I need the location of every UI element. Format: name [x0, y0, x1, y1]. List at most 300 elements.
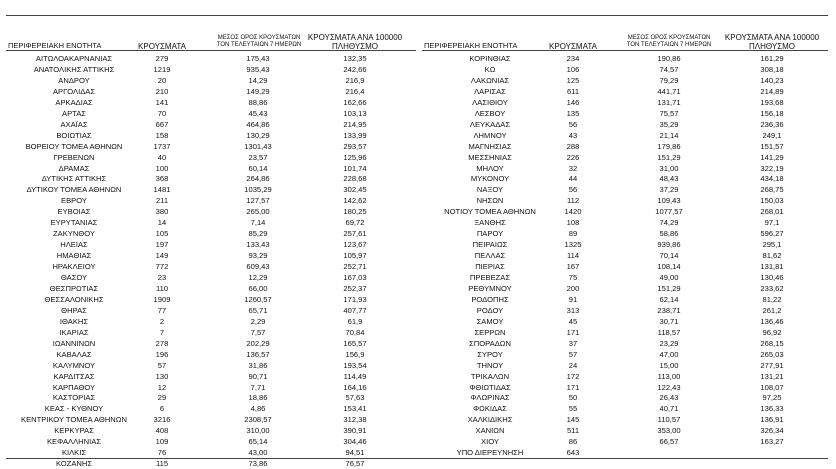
cases-cell: 158 — [155, 130, 169, 140]
table-row — [0, 53, 836, 64]
header-region-right: ΠΕΡΙΦΕΡΕΙΑΚΗ ΕΝΟΤΗΤΑ — [424, 41, 518, 50]
cases-cell: 1481 — [153, 185, 171, 195]
header-per100k-left — [300, 33, 410, 51]
region-cell: ΑΝΑΤΟΛΙΚΗΣ ΑΤΤΙΚΗΣ — [33, 64, 115, 74]
region-cell: ΚΟΖΑΝΗΣ — [55, 459, 93, 469]
region-cell: ΣΕΡΡΩΝ — [474, 327, 506, 337]
table-row — [0, 141, 836, 152]
region-cell: ΣΥΡΟΥ — [477, 349, 503, 359]
cases-cell: 167 — [566, 262, 580, 272]
per100k-cell: 76,57 — [345, 459, 365, 469]
region-cell: ΕΥΒΟΙΑΣ — [57, 207, 91, 217]
per100k-cell: 97,1 — [764, 218, 780, 228]
cases-cell: 7 — [159, 327, 165, 337]
per100k-cell: 302,45 — [343, 185, 367, 195]
cases-cell: 210 — [155, 86, 169, 96]
per100k-cell: 295,1 — [762, 240, 782, 250]
region-cell: ΘΗΡΑΣ — [61, 305, 87, 315]
table-row — [0, 217, 836, 228]
cases-cell: 43 — [568, 130, 578, 140]
avg-cell: 85,29 — [248, 229, 268, 239]
cases-cell: 2 — [159, 316, 165, 326]
per100k-cell: 308,18 — [760, 64, 784, 74]
header-per100k-line2: ΠΛΗΘΥΣΜΟ — [748, 42, 796, 52]
table-row — [0, 403, 836, 414]
per100k-cell: 277,91 — [760, 360, 784, 370]
region-cell: ΛΕΥΚΑΔΑΣ — [469, 119, 511, 129]
per100k-cell: 268,15 — [760, 338, 784, 348]
cases-cell: 1737 — [153, 141, 171, 151]
region-cell: ΙΩΑΝΝΙΝΩΝ — [52, 338, 96, 348]
table-row — [0, 447, 836, 458]
per100k-cell: 140,23 — [760, 75, 784, 85]
per100k-cell: 136,46 — [760, 316, 784, 326]
per100k-cell: 252,71 — [343, 262, 367, 272]
avg-cell: 48,43 — [659, 174, 679, 184]
avg-cell: 90,71 — [248, 371, 268, 381]
header-avg-line1: ΜΕΣΟΣ ΟΡΟΣ ΚΡΟΥΣΜΑΤΩΝ — [627, 35, 711, 41]
cases-cell: 6 — [159, 404, 165, 414]
header-underline-left — [6, 50, 416, 51]
table-row — [0, 458, 836, 469]
avg-cell: 74,57 — [659, 64, 679, 74]
per100k-cell: 312,38 — [343, 415, 367, 425]
region-cell: ΠΙΕΡΙΑΣ — [475, 262, 505, 272]
region-cell: ΒΟΡΕΙΟΥ ΤΟΜΕΑ ΑΘΗΝΩΝ — [25, 141, 123, 151]
cases-cell: 40 — [157, 152, 167, 162]
cases-cell: 200 — [566, 283, 580, 293]
region-cell: ΚΕΦΑΛΛΗΝΙΑΣ — [46, 437, 102, 447]
region-cell: ΚΕΝΤΡΙΚΟΥ ΤΟΜΕΑ ΑΘΗΝΩΝ — [21, 415, 127, 425]
per100k-cell: 125,96 — [343, 152, 367, 162]
per100k-cell: 123,67 — [343, 240, 367, 250]
region-cell: ΥΠΟ ΔΙΕΡΕΥΝΗΣΗ — [456, 448, 524, 458]
cases-cell: 211 — [155, 196, 169, 206]
avg-cell: 60,14 — [248, 163, 268, 173]
table-row — [0, 228, 836, 239]
table-row — [0, 272, 836, 283]
cases-cell: 171 — [566, 327, 580, 337]
region-cell: ΚΑΡΔΙΤΣΑΣ — [53, 371, 95, 381]
region-cell: ΘΕΣΣΑΛΟΝΙΚΗΣ — [44, 294, 104, 304]
table-row — [0, 294, 836, 305]
table-row — [0, 86, 836, 97]
header-per100k-line2: ΠΛΗΘΥΣΜΟ — [331, 42, 379, 52]
header-per100k-line1: ΚΡΟΥΣΜΑΤΑ ΑΝΑ 100000 — [307, 33, 403, 42]
region-cell: ΜΑΓΝΗΣΙΑΣ — [468, 141, 512, 151]
region-cell: ΜΗΛΟΥ — [476, 163, 504, 173]
avg-cell: 75,57 — [659, 108, 679, 118]
table-row — [0, 64, 836, 75]
per100k-cell: 61,9 — [347, 316, 363, 326]
cases-cell: 145 — [566, 415, 580, 425]
per100k-cell: 114,49 — [343, 371, 367, 381]
avg-cell: 74,29 — [659, 218, 679, 228]
per100k-cell: 70,84 — [345, 327, 365, 337]
avg-cell: 441,71 — [657, 86, 681, 96]
cases-cell: 149 — [155, 251, 169, 261]
region-cell: ΛΑΡΙΣΑΣ — [474, 86, 506, 96]
avg-cell: 264,86 — [246, 174, 270, 184]
region-cell: ΛΑΣΙΘΙΟΥ — [472, 97, 508, 107]
per100k-cell: 142,62 — [343, 196, 367, 206]
avg-cell: 1301,43 — [244, 141, 272, 151]
table-row — [0, 206, 836, 217]
per100k-cell: 193,54 — [343, 360, 367, 370]
avg-cell: 79,29 — [659, 75, 679, 85]
cases-cell: 45 — [568, 316, 578, 326]
avg-cell: 179,86 — [657, 141, 681, 151]
avg-cell: 93,29 — [248, 251, 268, 261]
per100k-cell: 131,81 — [760, 262, 784, 272]
cases-cell: 172 — [566, 371, 580, 381]
cases-cell: 643 — [566, 448, 580, 458]
per100k-cell: 133,99 — [343, 130, 367, 140]
avg-cell: 66,57 — [659, 437, 679, 447]
region-cell: ΗΜΑΘΙΑΣ — [56, 251, 92, 261]
per100k-cell: 326,34 — [760, 426, 784, 436]
avg-cell: 31,86 — [248, 360, 268, 370]
avg-cell: 18,86 — [248, 393, 268, 403]
avg-cell: 122,43 — [657, 382, 681, 392]
header-per100k-right — [717, 33, 827, 51]
region-cell: ΙΚΑΡΙΑΣ — [59, 327, 89, 337]
per100k-cell: 156,9 — [345, 349, 365, 359]
header-region-left: ΠΕΡΙΦΕΡΕΙΑΚΗ ΕΝΟΤΗΤΑ — [8, 41, 102, 50]
region-cell: ΙΘΑΚΗΣ — [59, 316, 89, 326]
avg-cell: 26,43 — [659, 393, 679, 403]
per100k-cell: 165,57 — [343, 338, 367, 348]
per100k-cell: 156,18 — [760, 108, 784, 118]
avg-cell: 151,29 — [657, 152, 681, 162]
avg-cell: 15,00 — [659, 360, 679, 370]
cases-cell: 125 — [566, 75, 580, 85]
region-cell: ΤΡΙΚΑΛΩΝ — [470, 371, 510, 381]
cases-cell: 109 — [155, 437, 169, 447]
avg-cell: 65,71 — [248, 305, 268, 315]
per100k-cell: 322,19 — [760, 163, 784, 173]
cases-cell: 146 — [566, 97, 580, 107]
avg-cell: 133,43 — [246, 240, 270, 250]
region-cell: ΡΟΔΟΠΗΣ — [471, 294, 509, 304]
cases-cell: 1420 — [564, 207, 582, 217]
cases-cell: 226 — [566, 152, 580, 162]
region-cell: ΑΙΤΩΛΟΑΚΑΡΝΑΝΙΑΣ — [35, 54, 113, 63]
cases-cell: 1219 — [153, 64, 171, 74]
avg-cell: 190,86 — [657, 54, 681, 63]
per100k-cell: 257,61 — [343, 229, 367, 239]
region-cell: ΠΕΙΡΑΙΩΣ — [472, 240, 508, 250]
region-cell: ΚΙΛΚΙΣ — [61, 448, 87, 458]
header-avg-line2: ΤΟΝ ΤΕΛΕΥΤΑΙΩΝ 7 ΗΜΕΡΩΝ — [216, 41, 302, 48]
avg-cell: 2,29 — [250, 316, 266, 326]
avg-cell: 1035,29 — [244, 185, 272, 195]
region-cell: ΠΑΡΟΥ — [476, 229, 504, 239]
table-row — [0, 130, 836, 141]
cases-cell: 114 — [566, 251, 580, 261]
per100k-cell: 214,95 — [343, 119, 367, 129]
cases-cell: 288 — [566, 141, 580, 151]
cases-cell: 408 — [155, 426, 169, 436]
avg-cell: 175,43 — [246, 54, 270, 63]
cases-cell: 75 — [568, 273, 578, 282]
per100k-cell: 81,22 — [762, 294, 782, 304]
header-avg-right — [614, 35, 724, 49]
per100k-cell: 268,01 — [760, 207, 784, 217]
avg-cell: 7,71 — [250, 382, 266, 392]
per100k-cell: 101,74 — [343, 163, 367, 173]
table-row — [0, 371, 836, 382]
region-cell: ΚΑΒΑΛΑΣ — [56, 349, 92, 359]
cases-cell: 171 — [566, 382, 580, 392]
avg-cell: 23,29 — [659, 338, 679, 348]
avg-cell: 939,86 — [657, 240, 681, 250]
bottom-rule — [6, 458, 828, 459]
region-cell: ΡΟΔΟΥ — [476, 305, 504, 315]
table-row — [0, 184, 836, 195]
region-cell: ΠΕΛΛΑΣ — [474, 251, 506, 261]
per100k-cell: 163,27 — [760, 437, 784, 447]
cases-cell: 667 — [155, 119, 169, 129]
avg-cell: 7,57 — [250, 327, 266, 337]
avg-cell: 310,00 — [246, 426, 270, 436]
per100k-cell: 434,18 — [760, 174, 784, 184]
table-row — [0, 163, 836, 174]
avg-cell: 66,00 — [248, 283, 268, 293]
avg-cell: 127,57 — [246, 196, 270, 206]
cases-cell: 57 — [568, 349, 578, 359]
region-cell: ΚΕΑΣ - ΚΥΘΝΟΥ — [44, 404, 104, 414]
region-cell: ΜΕΣΣΗΝΙΑΣ — [468, 152, 512, 162]
per100k-cell: 216,4 — [345, 86, 365, 96]
region-cell: ΧΑΛΚΙΔΙΚΗΣ — [467, 415, 513, 425]
cases-cell: 108 — [566, 218, 580, 228]
table-row — [0, 327, 836, 338]
avg-cell: 73,86 — [248, 459, 268, 469]
cases-cell: 110 — [155, 283, 169, 293]
region-cell: ΛΗΜΝΟΥ — [473, 130, 507, 140]
region-cell: ΑΡΚΑΔΙΑΣ — [55, 97, 93, 107]
cases-cell: 313 — [566, 305, 580, 315]
per100k-cell: 293,57 — [343, 141, 367, 151]
avg-cell: 265,00 — [246, 207, 270, 217]
avg-cell: 238,71 — [657, 305, 681, 315]
table-row — [0, 239, 836, 250]
avg-cell: 58,86 — [659, 229, 679, 239]
per100k-cell: 228,68 — [343, 174, 367, 184]
avg-cell: 45,43 — [248, 108, 268, 118]
cases-cell: 141 — [155, 97, 169, 107]
region-cell: ΝΗΣΩΝ — [476, 196, 504, 206]
cases-cell: 611 — [566, 86, 580, 96]
per100k-cell: 233,62 — [760, 283, 784, 293]
region-cell: ΧΑΝΙΩΝ — [475, 426, 505, 436]
per100k-cell: 193,68 — [760, 97, 784, 107]
region-cell: ΝΟΤΙΟΥ ΤΟΜΕΑ ΑΘΗΝΩΝ — [444, 207, 536, 217]
avg-cell: 935,43 — [246, 64, 270, 74]
avg-cell: 130,29 — [246, 130, 270, 140]
region-cell: ΞΑΝΘΗΣ — [474, 218, 506, 228]
header-underline-right — [422, 50, 828, 51]
region-cell: ΔΥΤΙΚΗΣ ΑΤΤΙΚΗΣ — [41, 174, 107, 184]
per100k-cell: 268,75 — [760, 185, 784, 195]
region-cell: ΧΙΟΥ — [481, 437, 499, 447]
table-row — [0, 283, 836, 294]
avg-cell: 12,29 — [248, 273, 268, 282]
cases-cell: 55 — [568, 404, 578, 414]
per100k-cell: 161,29 — [760, 54, 784, 63]
avg-cell: 149,29 — [246, 86, 270, 96]
per100k-cell: 252,37 — [343, 283, 367, 293]
cases-cell: 278 — [155, 338, 169, 348]
region-cell: ΘΑΣΟΥ — [60, 273, 88, 282]
table-row — [0, 152, 836, 163]
per100k-cell: 153,41 — [343, 404, 367, 414]
per100k-cell: 596,27 — [760, 229, 784, 239]
region-cell: ΚΕΡΚΥΡΑΣ — [54, 426, 94, 436]
avg-cell: 65,14 — [248, 437, 268, 447]
avg-cell: 40,71 — [659, 404, 679, 414]
avg-cell: 1260,57 — [244, 294, 272, 304]
region-cell: ΕΥΡΥΤΑΝΙΑΣ — [50, 218, 98, 228]
cases-cell: 56 — [568, 185, 578, 195]
region-cell: ΣΑΜΟΥ — [476, 316, 504, 326]
per100k-cell: 265,03 — [760, 349, 784, 359]
avg-cell: 31,00 — [659, 163, 679, 173]
per100k-cell: 390,91 — [343, 426, 367, 436]
table-row — [0, 261, 836, 272]
table-row — [0, 316, 836, 327]
table-row — [0, 119, 836, 130]
table-row — [0, 349, 836, 360]
avg-cell: 609,43 — [246, 262, 270, 272]
avg-cell: 136,57 — [246, 349, 270, 359]
region-cell: ΑΡΤΑΣ — [62, 108, 86, 118]
region-cell: ΚΑΡΠΑΘΟΥ — [52, 382, 96, 392]
header-cases-left: ΚΡΟΥΣΜΑΤΑ — [138, 42, 186, 51]
per100k-cell: 214,89 — [760, 86, 784, 96]
region-cell: ΑΡΓΟΛΙΔΑΣ — [52, 86, 96, 96]
avg-cell: 70,14 — [659, 251, 679, 261]
region-cell: ΚΩ — [484, 64, 496, 74]
region-cell: ΒΟΙΩΤΙΑΣ — [56, 130, 92, 140]
header-per100k-line1: ΚΡΟΥΣΜΑΤΑ ΑΝΑ 100000 — [724, 33, 820, 42]
region-cell: ΕΒΡΟΥ — [61, 196, 87, 206]
cases-cell: 23 — [157, 273, 167, 282]
per100k-cell: 97,25 — [762, 393, 782, 403]
header-avg-line1: ΜΕΣΟΣ ΟΡΟΣ ΚΡΟΥΣΜΑΤΩΝ — [217, 35, 301, 41]
avg-cell: 23,57 — [248, 152, 268, 162]
cases-cell: 234 — [566, 54, 580, 63]
cases-cell: 86 — [568, 437, 578, 447]
region-cell: ΗΛΕΙΑΣ — [60, 240, 88, 250]
per100k-cell: 171,93 — [343, 294, 367, 304]
per100k-cell: 131,21 — [760, 371, 784, 381]
per100k-cell: 407,77 — [343, 305, 367, 315]
cases-cell: 100 — [155, 163, 169, 173]
region-cell: ΝΑΞΟΥ — [476, 185, 504, 195]
per100k-cell: 164,16 — [343, 382, 367, 392]
cases-cell: 57 — [157, 360, 167, 370]
table-row — [0, 195, 836, 206]
top-rule — [6, 15, 828, 16]
cases-cell: 196 — [155, 349, 169, 359]
region-cell: ΦΛΩΡΙΝΑΣ — [470, 393, 510, 403]
region-cell: ΔΡΑΜΑΣ — [58, 163, 90, 173]
per100k-cell: 94,51 — [345, 448, 365, 458]
per100k-cell: 132,35 — [343, 54, 367, 63]
table-row — [0, 305, 836, 316]
cases-cell: 3216 — [153, 415, 171, 425]
cases-cell: 279 — [155, 54, 169, 63]
cases-cell: 37 — [568, 338, 578, 348]
cases-cell: 32 — [568, 163, 578, 173]
table-row — [0, 382, 836, 393]
header-avg-line2: ΤΟΝ ΤΕΛΕΥΤΑΙΩΝ 7 ΗΜΕΡΩΝ — [626, 41, 712, 48]
avg-cell: 4,86 — [250, 404, 266, 414]
region-cell: ΖΑΚΥΝΘΟΥ — [53, 229, 95, 239]
table-row — [0, 75, 836, 86]
region-cell: ΚΑΣΤΟΡΙΑΣ — [52, 393, 96, 403]
region-cell: ΚΑΛΥΜΝΟΥ — [52, 360, 96, 370]
avg-cell: 131,71 — [657, 97, 681, 107]
region-cell: ΦΩΚΙΔΑΣ — [473, 404, 507, 414]
avg-cell: 202,29 — [246, 338, 270, 348]
table-row — [0, 173, 836, 184]
cases-cell: 1909 — [153, 294, 171, 304]
avg-cell: 108,14 — [657, 262, 681, 272]
avg-cell: 2308,57 — [244, 415, 272, 425]
region-cell: ΦΘΙΩΤΙΔΑΣ — [469, 382, 511, 392]
avg-cell: 109,43 — [657, 196, 681, 206]
table-row — [0, 392, 836, 403]
per100k-cell: 180,25 — [343, 207, 367, 217]
region-cell: ΑΧΑΪΑΣ — [60, 119, 88, 129]
avg-cell: 88,86 — [248, 97, 268, 107]
region-cell: ΓΡΕΒΕΝΩΝ — [53, 152, 95, 162]
avg-cell: 151,29 — [657, 283, 681, 293]
region-cell: ΡΕΘΥΜΝΟΥ — [468, 283, 512, 293]
per100k-cell: 249,1 — [762, 130, 782, 140]
region-cell: ΛΑΚΩΝΙΑΣ — [470, 75, 510, 85]
table-row — [0, 250, 836, 261]
cases-cell: 76 — [157, 448, 167, 458]
per100k-cell: 167,03 — [343, 273, 367, 282]
cases-cell: 20 — [157, 75, 167, 85]
region-cell: ΣΠΟΡΑΔΩΝ — [469, 338, 511, 348]
avg-cell: 464,86 — [246, 119, 270, 129]
per100k-cell: 136,91 — [760, 415, 784, 425]
avg-cell: 62,14 — [659, 294, 679, 304]
per100k-cell: 150,03 — [760, 196, 784, 206]
region-cell: ΛΕΣΒΟΥ — [474, 108, 506, 118]
table-row — [0, 338, 836, 349]
cases-cell: 89 — [568, 229, 578, 239]
cases-cell: 1325 — [564, 240, 582, 250]
cases-cell: 380 — [155, 207, 169, 217]
per100k-cell: 236,36 — [760, 119, 784, 129]
table-row — [0, 108, 836, 119]
cases-cell: 14 — [157, 218, 167, 228]
region-cell: ΑΝΔΡΟΥ — [58, 75, 90, 85]
per100k-cell: 81,62 — [762, 251, 782, 261]
table-row — [0, 425, 836, 436]
per100k-cell: 136,33 — [760, 404, 784, 414]
cases-cell: 91 — [568, 294, 578, 304]
per100k-cell: 57,63 — [345, 393, 365, 403]
per100k-cell: 162,66 — [343, 97, 367, 107]
per100k-cell: 96,92 — [762, 327, 782, 337]
